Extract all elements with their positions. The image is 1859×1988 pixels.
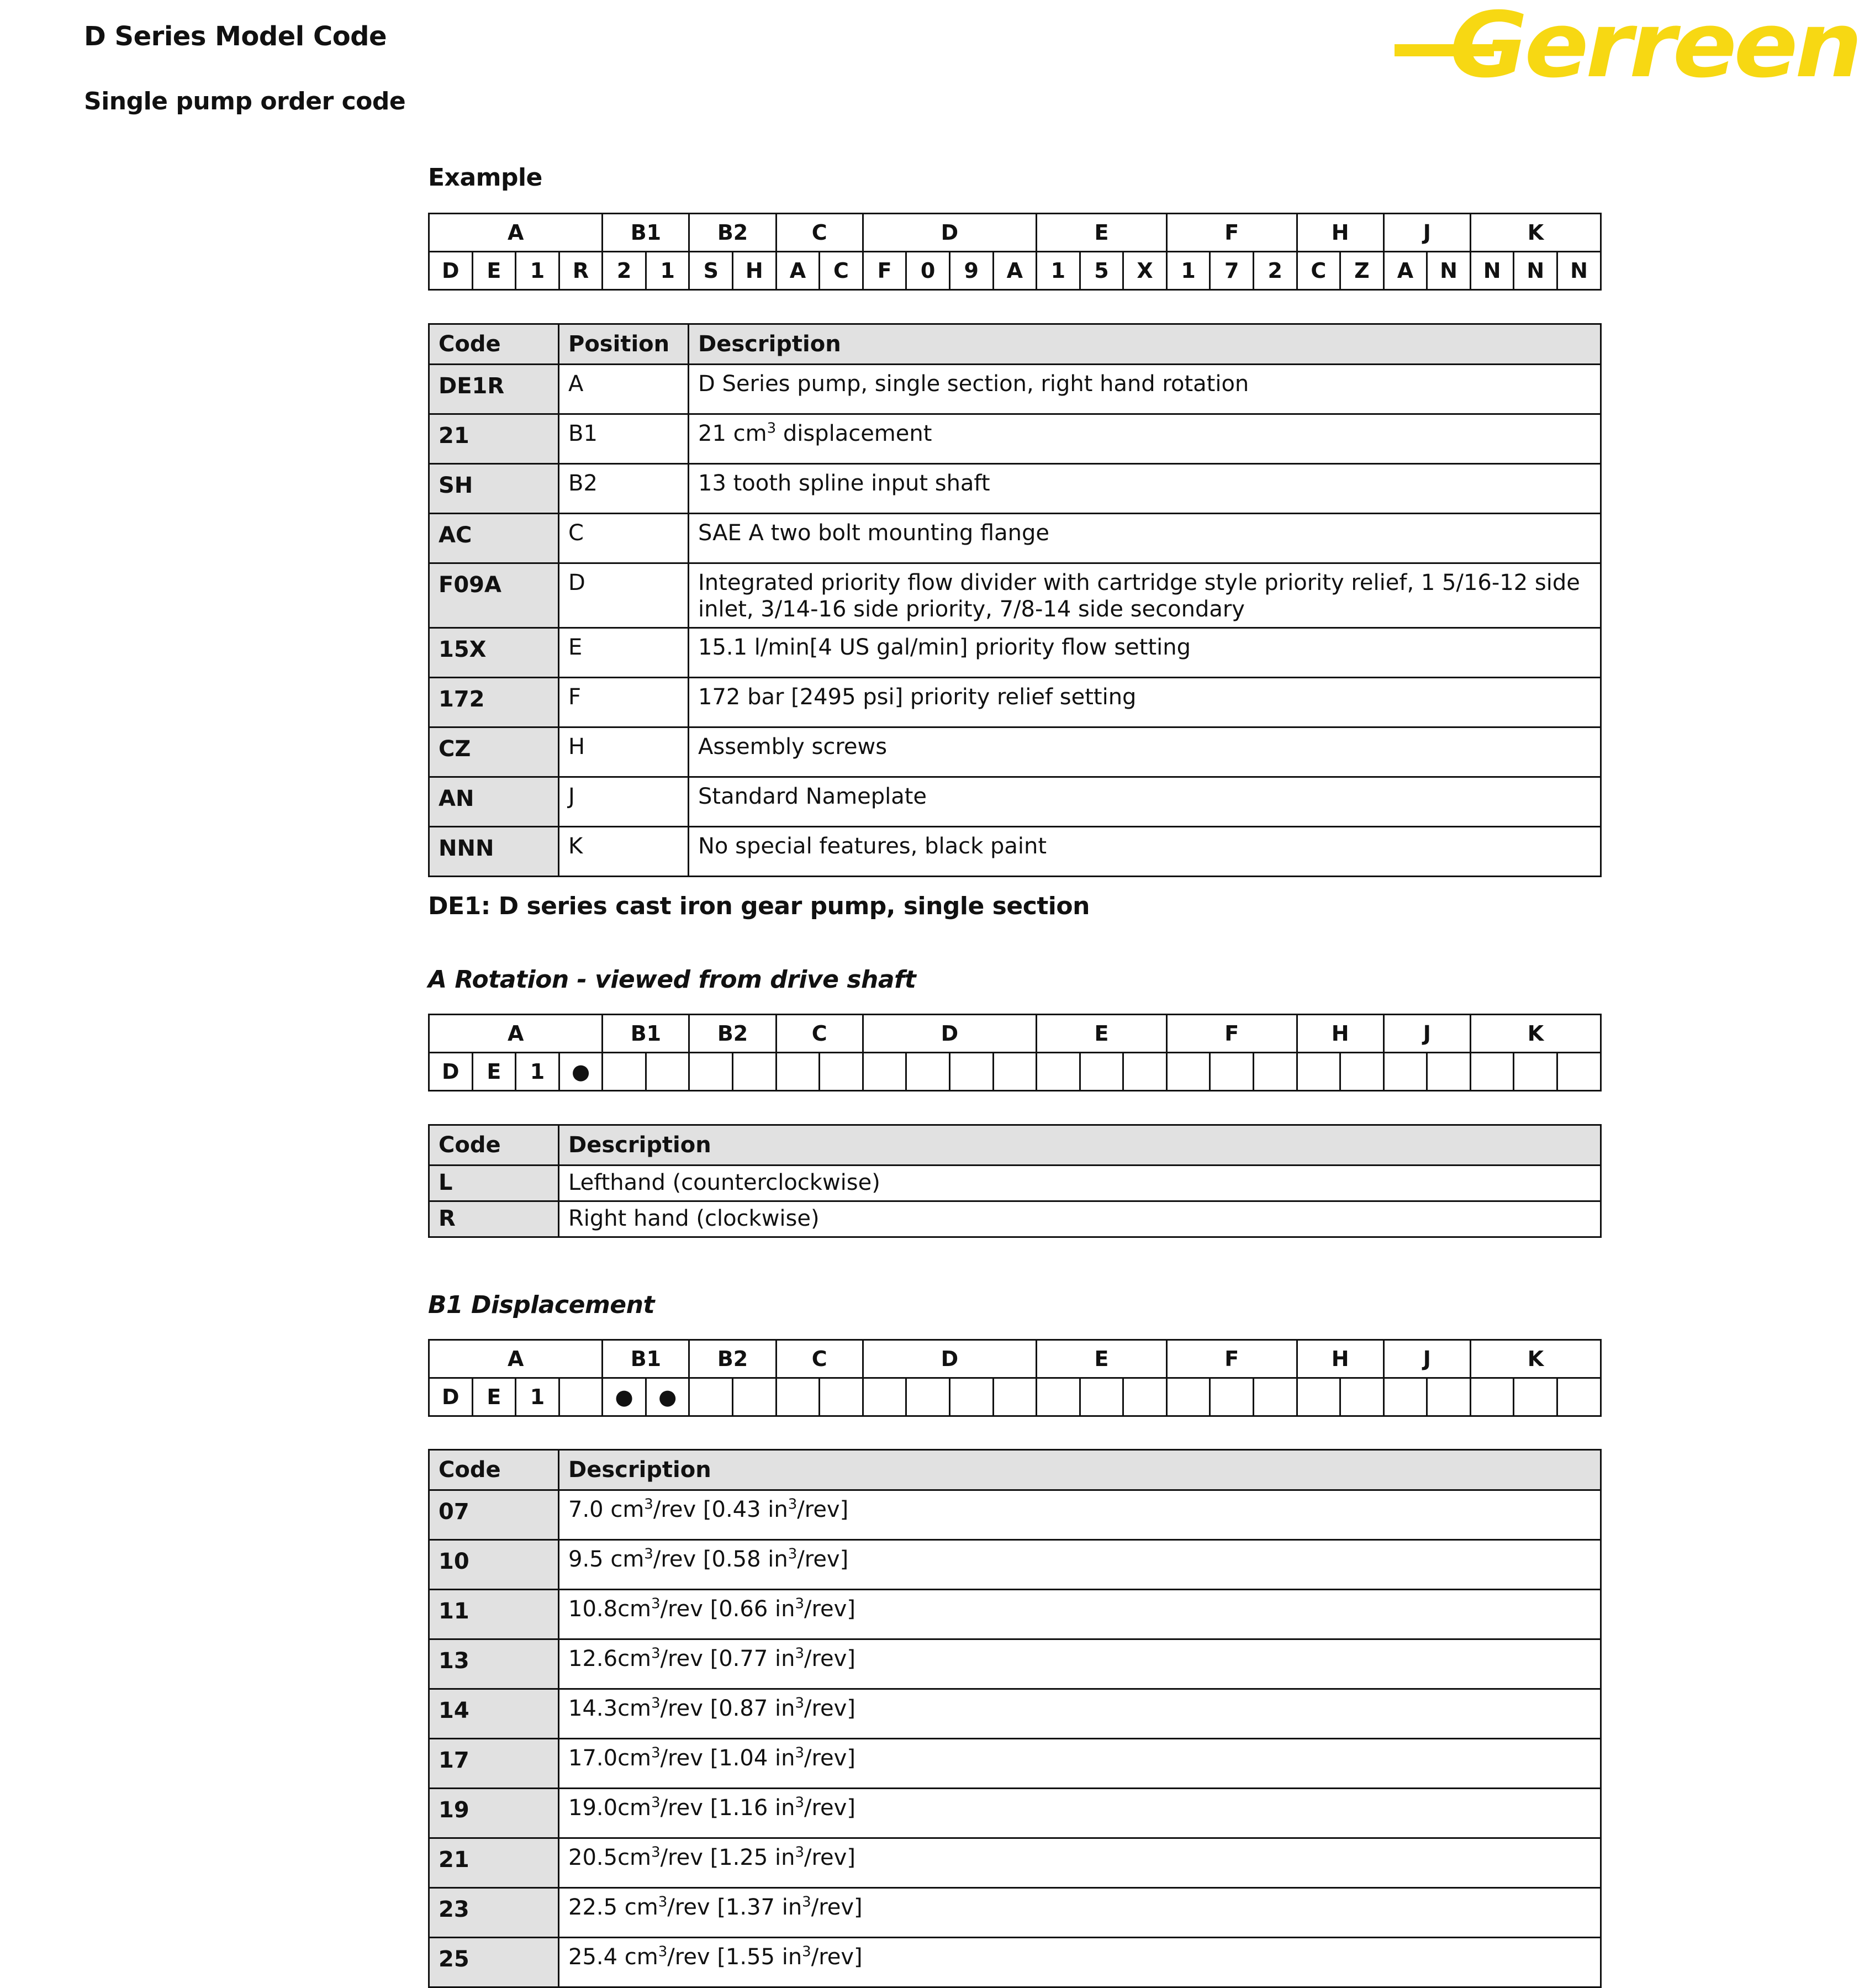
code-letter-cell bbox=[1166, 1378, 1210, 1416]
code-cell: AC bbox=[429, 514, 559, 563]
table-row bbox=[429, 1166, 1601, 1201]
code-letter-cell bbox=[1253, 1053, 1297, 1091]
description-cell: Right hand (clockwise) bbox=[559, 1201, 1601, 1237]
code-letter-cell bbox=[1210, 1378, 1254, 1416]
example-code-grid bbox=[428, 213, 1602, 291]
table-row bbox=[429, 628, 1601, 678]
position-header-c: C bbox=[776, 1015, 863, 1053]
code-letter-cell bbox=[949, 1378, 993, 1416]
code-letter-cell: A bbox=[993, 252, 1037, 290]
displacement-heading: B1 Displacement bbox=[428, 1291, 655, 1319]
rotation-code-grid bbox=[428, 1014, 1602, 1091]
position-header-e: E bbox=[1037, 1015, 1167, 1053]
code-cell: 13 bbox=[429, 1639, 559, 1689]
code-letter-cell: X bbox=[1123, 252, 1167, 290]
description-cell: $19.0cm^3$/rev [1.16 $in^3/rev$] bbox=[559, 1789, 1601, 1838]
col-header-code: Code bbox=[429, 1125, 559, 1166]
position-header-b2: B2 bbox=[689, 1340, 776, 1378]
code-letter-cell: 9 bbox=[949, 252, 993, 290]
col-header-code: Code bbox=[429, 324, 559, 365]
code-letter-cell: R bbox=[559, 252, 603, 290]
position-header-j: J bbox=[1383, 214, 1470, 252]
description-cell: $20.5cm^3$/rev [1.25 $in^3/rev$] bbox=[559, 1838, 1601, 1888]
description-cell: Integrated priority flow divider with cartridge style priority relief, 1 5/16-12 side inlet, 3/14-16 side priority, 7/8-14 side secondary bbox=[689, 563, 1601, 628]
position-header-d: D bbox=[863, 1015, 1036, 1053]
table-row bbox=[429, 777, 1601, 827]
description-cell: $10.8cm^3$/rev [0.66 $in^3/rev$] bbox=[559, 1590, 1601, 1639]
code-letter-cell: A bbox=[776, 252, 820, 290]
code-letter-cell: E bbox=[472, 252, 516, 290]
code-cell: 17 bbox=[429, 1739, 559, 1789]
position-cell: B1 bbox=[559, 414, 689, 464]
description-cell: 7.0 $cm^3$/rev [0.43 $in^3/rev$] bbox=[559, 1490, 1601, 1540]
code-cell: SH bbox=[429, 464, 559, 514]
example-table bbox=[428, 323, 1602, 877]
code-letter-cell: E bbox=[472, 1378, 516, 1416]
description-cell: SAE A two bolt mounting flange bbox=[689, 514, 1601, 563]
description-cell: 9.5 $cm^3$/rev [0.58 $in^3/rev$] bbox=[559, 1540, 1601, 1590]
description-cell: 15.1 l/min[4 US gal/min] priority flow setting bbox=[689, 628, 1601, 678]
table-row bbox=[429, 365, 1601, 414]
position-cell: K bbox=[559, 827, 689, 877]
table-row bbox=[429, 727, 1601, 777]
code-letter-cell bbox=[1210, 1053, 1254, 1091]
code-letter-cell bbox=[1037, 1053, 1080, 1091]
code-letter-cell: D bbox=[429, 252, 473, 290]
position-header-f: F bbox=[1166, 214, 1297, 252]
code-letter-cell bbox=[689, 1378, 733, 1416]
code-cell: 21 bbox=[429, 1838, 559, 1888]
code-letter-cell bbox=[733, 1053, 777, 1091]
description-cell: $12.6cm^3$/rev [0.77 $in^3/rev$] bbox=[559, 1639, 1601, 1689]
position-cell: E bbox=[559, 628, 689, 678]
table-row bbox=[429, 1888, 1601, 1938]
code-letter-cell bbox=[906, 1378, 950, 1416]
table-row bbox=[429, 1838, 1601, 1888]
table-row bbox=[429, 1938, 1601, 1987]
position-header-j: J bbox=[1383, 1015, 1470, 1053]
position-header-e: E bbox=[1037, 214, 1167, 252]
description-cell: Standard Nameplate bbox=[689, 777, 1601, 827]
table-row bbox=[429, 1201, 1601, 1237]
code-letter-cell bbox=[906, 1053, 950, 1091]
position-header-b2: B2 bbox=[689, 214, 776, 252]
code-letter-cell: 1 bbox=[1166, 252, 1210, 290]
position-header-k: K bbox=[1470, 214, 1601, 252]
code-letter-cell: 2 bbox=[603, 252, 646, 290]
code-cell: 25 bbox=[429, 1938, 559, 1987]
code-letter-cell bbox=[993, 1053, 1037, 1091]
position-header-h: H bbox=[1297, 214, 1383, 252]
position-header-c: C bbox=[776, 1340, 863, 1378]
code-letter-cell bbox=[1080, 1378, 1123, 1416]
position-cell: F bbox=[559, 678, 689, 727]
description-cell: Assembly screws bbox=[689, 727, 1601, 777]
table-row bbox=[429, 414, 1601, 464]
displacement-table bbox=[428, 1449, 1602, 1988]
position-header-j: J bbox=[1383, 1340, 1470, 1378]
code-letter-cell bbox=[820, 1053, 863, 1091]
position-header-b2: B2 bbox=[689, 1015, 776, 1053]
description-cell: 22.5 $cm^3$/rev [1.37 $in^3/rev$] bbox=[559, 1888, 1601, 1938]
description-cell: $14.3cm^3$/rev [0.87 $in^3/rev$] bbox=[559, 1689, 1601, 1739]
table-row bbox=[429, 464, 1601, 514]
code-letter-cell bbox=[1340, 1378, 1384, 1416]
code-letter-cell bbox=[863, 1378, 906, 1416]
code-cell: 19 bbox=[429, 1789, 559, 1838]
table-row bbox=[429, 827, 1601, 877]
code-letter-cell: N bbox=[1470, 252, 1514, 290]
code-cell: NNN bbox=[429, 827, 559, 877]
rotation-table bbox=[428, 1124, 1602, 1238]
code-letter-cell: Z bbox=[1340, 252, 1384, 290]
code-letter-cell bbox=[993, 1378, 1037, 1416]
code-letter-cell: 7 bbox=[1210, 252, 1254, 290]
code-letter-cell: ● bbox=[646, 1378, 689, 1416]
code-letter-cell bbox=[1037, 1378, 1080, 1416]
table-row bbox=[429, 514, 1601, 563]
code-cell: AN bbox=[429, 777, 559, 827]
code-letter-cell bbox=[1557, 1378, 1601, 1416]
code-letter-cell: 0 bbox=[906, 252, 950, 290]
code-letter-cell: ● bbox=[603, 1378, 646, 1416]
code-letter-cell: 5 bbox=[1080, 252, 1123, 290]
position-cell: D bbox=[559, 563, 689, 628]
description-cell: 21 $cm^3$ displacement bbox=[689, 414, 1601, 464]
code-letter-cell bbox=[1166, 1053, 1210, 1091]
code-letter-cell bbox=[1470, 1053, 1514, 1091]
code-cell: L bbox=[429, 1166, 559, 1201]
table-row bbox=[429, 563, 1601, 628]
code-letter-cell bbox=[646, 1053, 689, 1091]
table-row bbox=[429, 1789, 1601, 1838]
example-heading: Example bbox=[428, 164, 542, 192]
code-cell: 23 bbox=[429, 1888, 559, 1938]
code-letter-cell bbox=[949, 1053, 993, 1091]
description-cell: 13 tooth spline input shaft bbox=[689, 464, 1601, 514]
code-letter-cell bbox=[1427, 1378, 1471, 1416]
rotation-heading: A Rotation - viewed from drive shaft bbox=[428, 966, 916, 994]
position-cell: B2 bbox=[559, 464, 689, 514]
code-letter-cell bbox=[1080, 1053, 1123, 1091]
description-cell: Lefthand (counterclockwise) bbox=[559, 1166, 1601, 1201]
displacement-code-grid bbox=[428, 1339, 1602, 1417]
code-cell: DE1R bbox=[429, 365, 559, 414]
position-header-h: H bbox=[1297, 1015, 1383, 1053]
description-cell: 25.4 $cm^3$/rev [1.55 $in^3/rev$] bbox=[559, 1938, 1601, 1987]
col-header-code: Code bbox=[429, 1450, 559, 1490]
position-cell: A bbox=[559, 365, 689, 414]
description-cell: 172 bar [2495 psi] priority relief setting bbox=[689, 678, 1601, 727]
table-row bbox=[429, 1540, 1601, 1590]
code-cell: 172 bbox=[429, 678, 559, 727]
code-letter-cell: C bbox=[820, 252, 863, 290]
position-header-a: A bbox=[429, 1015, 603, 1053]
table-row bbox=[429, 678, 1601, 727]
position-cell: H bbox=[559, 727, 689, 777]
code-letter-cell: 2 bbox=[1253, 252, 1297, 290]
position-header-b1: B1 bbox=[603, 1015, 689, 1053]
code-letter-cell: D bbox=[429, 1053, 473, 1091]
code-cell: 11 bbox=[429, 1590, 559, 1639]
code-letter-cell bbox=[1470, 1378, 1514, 1416]
code-letter-cell: 1 bbox=[516, 252, 559, 290]
position-header-d: D bbox=[863, 214, 1036, 252]
code-letter-cell bbox=[1253, 1378, 1297, 1416]
page-title: D Series Model Code bbox=[84, 21, 387, 52]
position-header-f: F bbox=[1166, 1340, 1297, 1378]
code-letter-cell: A bbox=[1383, 252, 1427, 290]
code-cell: CZ bbox=[429, 727, 559, 777]
position-header-b1: B1 bbox=[603, 1340, 689, 1378]
table-row bbox=[429, 1739, 1601, 1789]
position-header-b1: B1 bbox=[603, 214, 689, 252]
code-letter-cell: H bbox=[733, 252, 777, 290]
code-letter-cell: E bbox=[472, 1053, 516, 1091]
position-header-f: F bbox=[1166, 1015, 1297, 1053]
code-letter-cell: C bbox=[1297, 252, 1340, 290]
code-letter-cell: N bbox=[1427, 252, 1471, 290]
code-letter-cell: 1 bbox=[516, 1053, 559, 1091]
position-header-h: H bbox=[1297, 1340, 1383, 1378]
position-header-d: D bbox=[863, 1340, 1036, 1378]
position-header-a: A bbox=[429, 1340, 603, 1378]
code-letter-cell: S bbox=[689, 252, 733, 290]
description-cell: No special features, black paint bbox=[689, 827, 1601, 877]
code-cell: 14 bbox=[429, 1689, 559, 1739]
code-letter-cell: N bbox=[1514, 252, 1557, 290]
position-header-k: K bbox=[1470, 1015, 1601, 1053]
description-cell: D Series pump, single section, right hand rotation bbox=[689, 365, 1601, 414]
col-header-description: Description bbox=[559, 1450, 1601, 1490]
code-letter-cell: N bbox=[1557, 252, 1601, 290]
code-letter-cell bbox=[1427, 1053, 1471, 1091]
table-row bbox=[429, 1590, 1601, 1639]
code-letter-cell bbox=[1297, 1053, 1340, 1091]
code-cell: R bbox=[429, 1201, 559, 1237]
position-header-e: E bbox=[1037, 1340, 1167, 1378]
code-letter-cell bbox=[1123, 1053, 1167, 1091]
table-row bbox=[429, 1490, 1601, 1540]
col-header-position: Position bbox=[559, 324, 689, 365]
code-letter-cell bbox=[1340, 1053, 1384, 1091]
table-row bbox=[429, 1689, 1601, 1739]
code-letter-cell: 1 bbox=[646, 252, 689, 290]
code-cell: 15X bbox=[429, 628, 559, 678]
col-header-description: Description bbox=[689, 324, 1601, 365]
code-letter-cell bbox=[863, 1053, 906, 1091]
code-letter-cell bbox=[820, 1378, 863, 1416]
code-letter-cell: F bbox=[863, 252, 906, 290]
code-cell: 10 bbox=[429, 1540, 559, 1590]
code-letter-cell: 1 bbox=[1037, 252, 1080, 290]
section-title: DE1: D series cast iron gear pump, single section bbox=[428, 892, 1090, 920]
description-cell: $17.0cm^3$/rev [1.04 $in^3/rev$] bbox=[559, 1739, 1601, 1789]
code-letter-cell: ● bbox=[559, 1053, 603, 1091]
position-cell: C bbox=[559, 514, 689, 563]
code-letter-cell: 1 bbox=[516, 1378, 559, 1416]
code-letter-cell bbox=[1383, 1378, 1427, 1416]
code-letter-cell bbox=[776, 1053, 820, 1091]
code-letter-cell bbox=[1514, 1378, 1557, 1416]
logo-wordmark: Gerreen bbox=[1450, 0, 1859, 98]
position-cell: J bbox=[559, 777, 689, 827]
table-row bbox=[429, 1639, 1601, 1689]
code-letter-cell bbox=[603, 1053, 646, 1091]
brand-logo bbox=[1395, 0, 1859, 98]
code-letter-cell bbox=[1514, 1053, 1557, 1091]
position-header-c: C bbox=[776, 214, 863, 252]
code-letter-cell bbox=[1383, 1053, 1427, 1091]
code-letter-cell bbox=[559, 1378, 603, 1416]
code-cell: 21 bbox=[429, 414, 559, 464]
code-cell: 07 bbox=[429, 1490, 559, 1540]
col-header-description: Description bbox=[559, 1125, 1601, 1166]
code-letter-cell bbox=[689, 1053, 733, 1091]
page-subtitle: Single pump order code bbox=[84, 87, 406, 115]
code-cell: F09A bbox=[429, 563, 559, 628]
code-letter-cell bbox=[1297, 1378, 1340, 1416]
position-header-a: A bbox=[429, 214, 603, 252]
code-letter-cell bbox=[1557, 1053, 1601, 1091]
position-header-k: K bbox=[1470, 1340, 1601, 1378]
code-letter-cell: D bbox=[429, 1378, 473, 1416]
code-letter-cell bbox=[1123, 1378, 1167, 1416]
code-letter-cell bbox=[733, 1378, 777, 1416]
code-letter-cell bbox=[776, 1378, 820, 1416]
